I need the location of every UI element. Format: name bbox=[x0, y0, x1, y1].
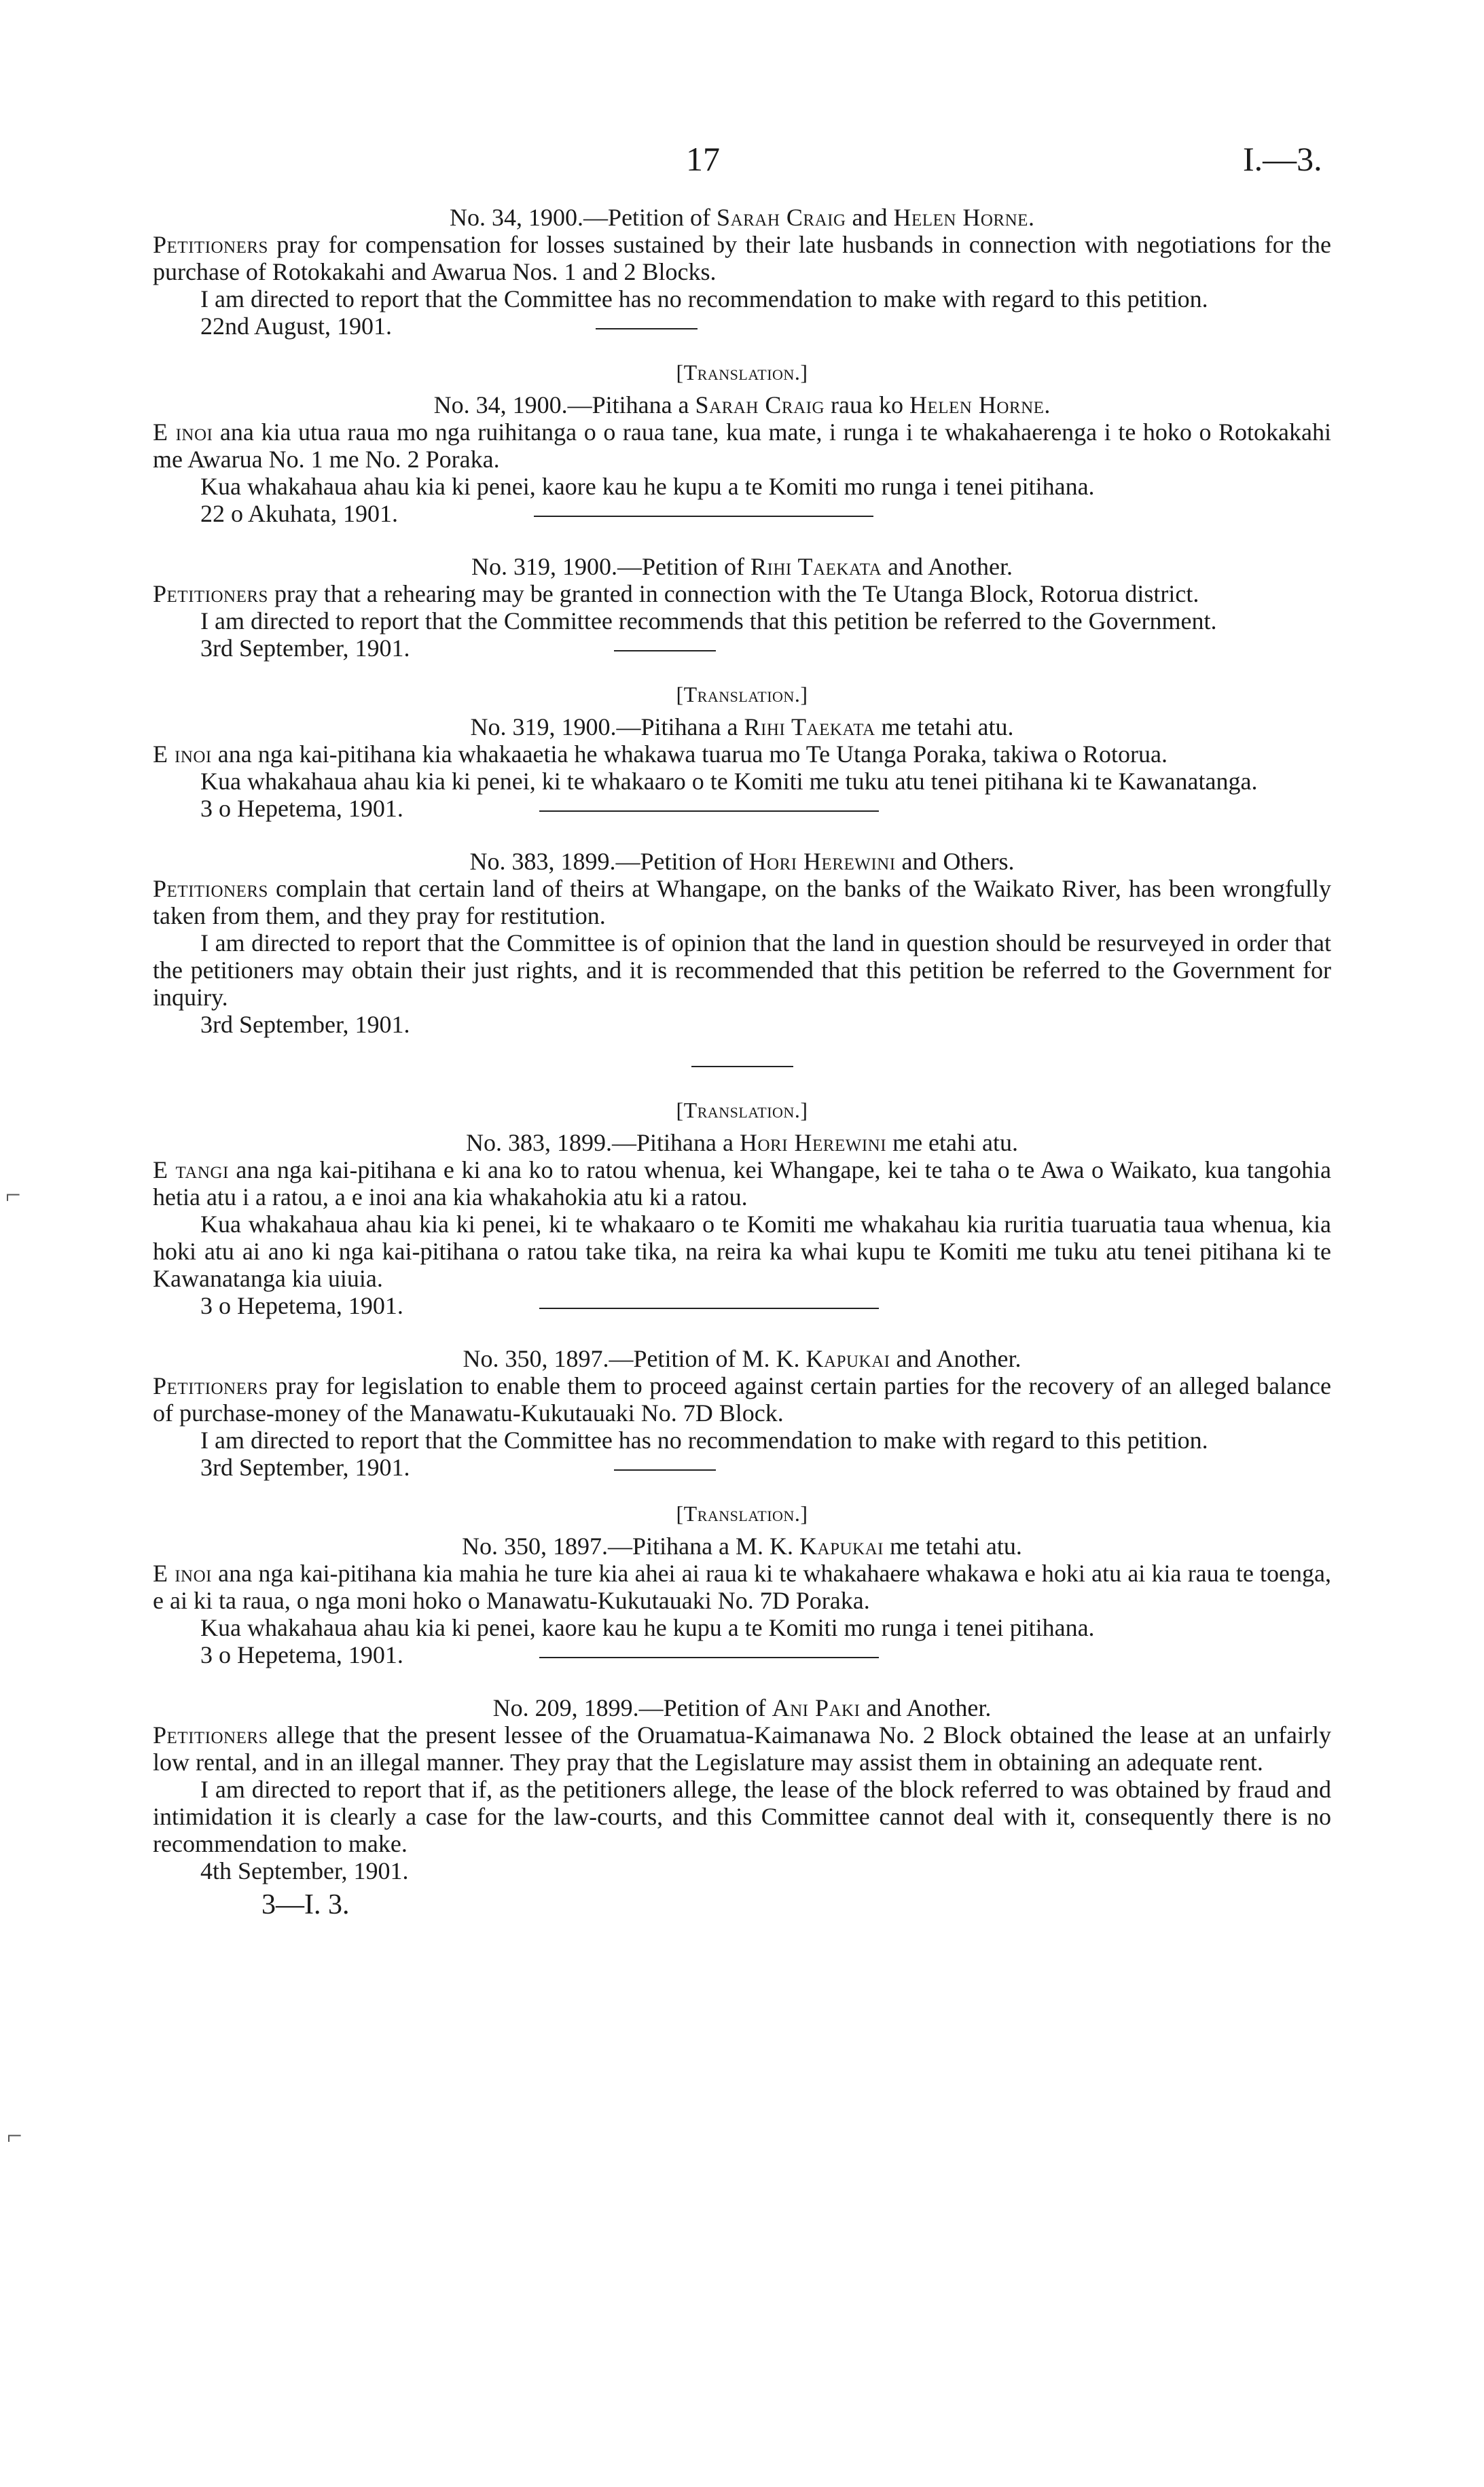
divider bbox=[691, 1066, 793, 1067]
report-text: I am directed to report that the Committee has no recommendation to make with regard to this petition. bbox=[200, 285, 1208, 312]
petition-text: E inoi ana nga kai-pitihana kia mahia he ture kia ahei ai raua ki te whakahaere whakawa e hoki atu ai kia raua te toenga, e ai ki ta raua, o nga moni hoko o Manawatu-Kukutauaki No. 7D Poraka. bbox=[153, 1560, 1331, 1614]
divider bbox=[539, 1657, 879, 1658]
divider bbox=[539, 1308, 879, 1309]
translation-label: [Translation.] bbox=[676, 1501, 808, 1526]
report-text: I am directed to report that the Committee is of opinion that the land in question should be resurveyed in order that the petitioners may obtain their just rights, and it is recommended that this petition be referred to the Government for inquiry. bbox=[153, 929, 1331, 1011]
petition-section bbox=[153, 204, 1331, 340]
petition-section bbox=[153, 1345, 1331, 1481]
petition-text: Petitioners pray that a rehearing may be granted in connection with the Te Utanga Block, Rotorua district. bbox=[153, 580, 1199, 607]
report-date: 3 o Hepetema, 1901. bbox=[200, 795, 403, 822]
page-reference: I.—3. bbox=[1243, 140, 1322, 178]
petition-section bbox=[153, 1694, 1331, 1884]
petition-heading: No. 319, 1900.—Petition of Rihi Taekata and Another. bbox=[471, 553, 1013, 580]
report-text: Kua whakahaua ahau kia ki penei, ki te whakaaro o te Komiti me tuku atu tenei pitihana ki te Kawanatanga. bbox=[200, 768, 1258, 795]
report-date: 3 o Hepetema, 1901. bbox=[200, 1641, 403, 1668]
petition-heading: No. 319, 1900.—Pitihana a Rihi Taekata me tetahi atu. bbox=[470, 713, 1014, 740]
report-date: 3rd September, 1901. bbox=[200, 634, 410, 662]
petition-heading: No. 383, 1899.—Pitihana a Hori Herewini me etahi atu. bbox=[466, 1129, 1018, 1156]
petition-heading: No. 34, 1900.—Petition of Sarah Craig and Helen Horne. bbox=[450, 204, 1034, 231]
translation-section bbox=[153, 359, 1331, 527]
petition-text: Petitioners complain that certain land of theirs at Whangape, on the banks of the Waikato River, has been wrongfully taken from them, and they pray for restitution. bbox=[153, 875, 1331, 929]
report-date: 3 o Hepetema, 1901. bbox=[200, 1292, 403, 1319]
petition-heading: No. 209, 1899.—Petition of Ani Paki and Another. bbox=[492, 1694, 992, 1721]
report-date: 22 o Akuhata, 1901. bbox=[200, 500, 398, 527]
petition-heading: No. 383, 1899.—Petition of Hori Herewini and Others. bbox=[469, 848, 1015, 875]
report-text: Kua whakahaua ahau kia ki penei, ki te whakaaro o te Komiti me whakahau kia ruritia tuaruatia taua whenua, kia hoki atu ai ano ki nga kai-pitihana o ratou take tika, na reira ka whai kupu te Komiti me tuku atu tenei pitihana ki te Kawanatanga kia uiuia. bbox=[153, 1211, 1331, 1292]
report-text: Kua whakahaua ahau kia ki penei, kaore kau he kupu a te Komiti mo runga i tenei pitihana. bbox=[200, 1614, 1095, 1641]
translation-label: [Translation.] bbox=[676, 682, 808, 706]
report-date: 4th September, 1901. bbox=[200, 1857, 409, 1884]
translation-label: [Translation.] bbox=[676, 360, 808, 384]
page-number: 17 bbox=[686, 140, 720, 178]
translation-section bbox=[153, 1096, 1331, 1319]
divider bbox=[614, 1469, 716, 1471]
petition-section bbox=[153, 553, 1331, 662]
translation-label: [Translation.] bbox=[676, 1098, 808, 1122]
petition-section bbox=[153, 848, 1331, 1077]
margin-mark: ⌐ bbox=[7, 2120, 22, 2151]
divider bbox=[534, 516, 873, 517]
translation-section bbox=[153, 681, 1331, 822]
document-body bbox=[153, 204, 1331, 1918]
petition-text: Petitioners allege that the present lessee of the Oruamatua-Kaimanawa No. 2 Block obtained the lease at an unfairly low rental, and in an illegal manner. They pray that the Legislature may assist them in obtaining an adequate rent. bbox=[153, 1721, 1331, 1776]
report-date: 22nd August, 1901. bbox=[200, 312, 393, 340]
petition-heading: No. 350, 1897.—Pitihana a M. K. Kapukai me tetahi atu. bbox=[462, 1533, 1022, 1560]
divider bbox=[614, 650, 716, 651]
report-text: I am directed to report that the Committee recommends that this petition be referred to the Government. bbox=[200, 607, 1217, 634]
margin-mark: ⌐ bbox=[5, 1179, 21, 1210]
report-text: Kua whakahaua ahau kia ki penei, kaore kau he kupu a te Komiti mo runga i tenei pitihana. bbox=[200, 473, 1095, 500]
petition-text: Petitioners pray for compensation for losses sustained by their late husbands in connection with negotiations for the purchase of Rotokakahi and Awarua Nos. 1 and 2 Blocks. bbox=[153, 231, 1331, 285]
divider bbox=[596, 328, 698, 329]
petition-heading: No. 34, 1900.—Pitihana a Sarah Craig raua ko Helen Horne. bbox=[433, 391, 1051, 418]
petition-text: E inoi ana kia utua raua mo nga ruihitanga o o raua tane, kua mate, i runga i te whakahaerenga i te hoko o Rotokakahi me Awarua No. 1 me No. 2 Poraka. bbox=[153, 418, 1331, 473]
petition-text: E inoi ana nga kai-pitihana kia whakaaetia he whakawa tuarua mo Te Utanga Poraka, takiwa o Rotorua. bbox=[153, 740, 1168, 768]
report-text: I am directed to report that the Committee has no recommendation to make with regard to this petition. bbox=[200, 1427, 1208, 1454]
report-date: 3rd September, 1901. bbox=[200, 1454, 410, 1481]
signature-mark: 3—I. 3. bbox=[261, 1889, 350, 1920]
translation-section bbox=[153, 1500, 1331, 1668]
divider bbox=[539, 810, 879, 812]
report-date: 3rd September, 1901. bbox=[200, 1011, 410, 1038]
petition-text: E tangi ana nga kai-pitihana e ki ana ko to ratou whenua, kei Whangape, kei te taha o te Awa o Waikato, kua tangohia hetia atu i a ratou, a e inoi ana kia whakahokia atu ki a ratou. bbox=[153, 1156, 1332, 1211]
report-text: I am directed to report that if, as the petitioners allege, the lease of the block referred to was obtained by fraud and intimidation it is clearly a case for the law-courts, and this Committee cannot deal with it, consequently there is no recommendation to make. bbox=[153, 1776, 1331, 1857]
petition-heading: No. 350, 1897.—Petition of M. K. Kapukai and Another. bbox=[463, 1345, 1021, 1372]
petition-text: Petitioners pray for legislation to enable them to proceed against certain parties for the recovery of an alleged balance of purchase-money of the Manawatu-Kukutauaki No. 7D Block. bbox=[153, 1372, 1331, 1427]
